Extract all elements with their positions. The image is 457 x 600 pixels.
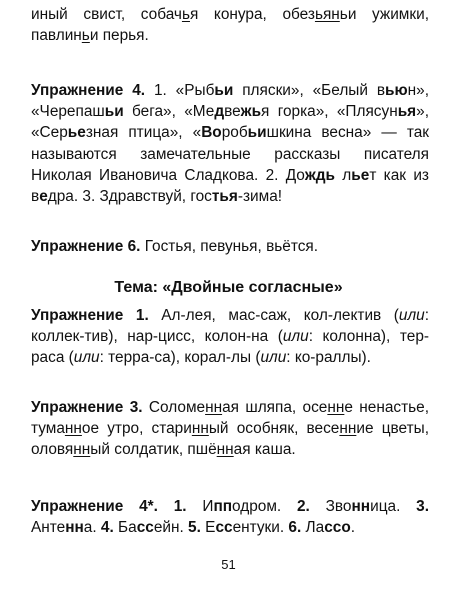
bold-letters: нн xyxy=(65,519,84,537)
exercise-text: -зима! xyxy=(237,188,283,206)
intro-text: иный свист, собач xyxy=(31,6,182,23)
exercise-text: ие цветы, оловя xyxy=(31,420,429,459)
bold-letters: Во xyxy=(201,124,222,142)
exercise-text: 1. «Рыб xyxy=(145,82,215,99)
exercise-label: Упражнение 3. xyxy=(31,399,143,416)
exercise-text: е ненастье, тума xyxy=(31,399,429,438)
bold-letters: нн xyxy=(351,498,371,515)
exercise-text: ое утро, стари xyxy=(81,420,192,438)
bold-letters: ью xyxy=(385,82,408,99)
exercise-text: ентуки. xyxy=(232,519,289,537)
bold-letters: е xyxy=(39,188,48,206)
bold-letters: тья xyxy=(211,188,238,206)
bold-letters: сс xyxy=(215,519,233,537)
exercise-text: », «Сер xyxy=(31,103,429,142)
exercise-text: Соломе xyxy=(142,399,206,416)
bold-letters: ья xyxy=(397,103,417,121)
bold-letters: ждь xyxy=(304,166,336,184)
exercise-label: Упражнение 4. xyxy=(31,82,146,99)
exercise-text: ый солдатик, пшё xyxy=(90,441,217,459)
underlined-letters: нн xyxy=(64,420,82,438)
stressed-letter: о xyxy=(341,519,351,537)
exercise-text: . xyxy=(350,519,356,537)
item-number: 5. xyxy=(188,519,201,537)
exercise-text: Ба xyxy=(113,519,137,537)
exercise-text: я горка», «Плясун xyxy=(261,103,398,121)
exercise-text: зная птица», « xyxy=(85,124,202,142)
exercise-text: ый особняк, весе xyxy=(208,420,340,438)
exercise-text: ве xyxy=(224,103,241,121)
exercise-4 xyxy=(31,80,429,207)
underlined-letters: нн xyxy=(73,441,91,459)
exercise-text: бега», «Ме xyxy=(123,103,215,121)
bold-letters: ьи xyxy=(104,103,124,121)
exercise-text: роб xyxy=(221,124,248,142)
intro-text: и перья. xyxy=(89,27,149,45)
exercise-label: Упражнение 4*. xyxy=(31,498,158,515)
item-number: 1. xyxy=(157,498,187,515)
underlined-letters: нн xyxy=(216,441,234,459)
intro-paragraph xyxy=(31,4,429,46)
exercise-text: : ко-раллы). xyxy=(286,349,371,367)
bold-letters: д xyxy=(214,103,225,121)
page-number: 51 xyxy=(221,557,236,572)
bold-letters: ьи xyxy=(214,82,234,99)
exercise-text: а. xyxy=(83,519,101,537)
exercise-text: дра. 3. Здравствуй, гос xyxy=(47,188,212,206)
bold-letters: жь xyxy=(240,103,262,121)
item-number: 4. xyxy=(100,519,114,537)
bold-letters: сс xyxy=(136,519,154,537)
exercise-text: Гостья, певунья, вьётся. xyxy=(140,238,319,255)
underlined-letter: ьян xyxy=(314,6,340,23)
exercise-text: : колонна), тер-раса ( xyxy=(31,328,429,367)
underlined-letters: нн xyxy=(327,399,345,416)
exercise-text: И xyxy=(186,498,214,515)
exercise-6 xyxy=(31,236,429,257)
underlined-letters: нн xyxy=(205,399,223,416)
exercise-text: : коллек-тив), нар-цисс, колон-на ( xyxy=(31,307,429,346)
exercise-1 xyxy=(31,305,429,369)
underlined-letter: ь xyxy=(81,27,90,45)
exercise-text: шкина весна» — так называются замечательные рассказы писателя Николая Ивановича Сладкова. 2. До xyxy=(31,124,429,184)
exercise-text: Зво xyxy=(309,498,352,515)
bold-letters: ье xyxy=(351,166,370,184)
exercise-text: одром. xyxy=(232,498,297,515)
bold-letters: ье xyxy=(67,124,86,142)
exercise-label: Упражнение 6. xyxy=(31,238,141,255)
underlined-letter: ь xyxy=(181,6,190,23)
exercise-text: пляски», «Белый в xyxy=(233,82,386,99)
item-number: 3. xyxy=(416,498,429,515)
exercise-text: ая каша. xyxy=(233,441,296,459)
intro-text: я конура, обез xyxy=(189,6,315,23)
italic-word: или xyxy=(73,349,100,367)
item-number: 2. xyxy=(297,498,310,515)
intro-text: ьи ужимки, павлин xyxy=(31,6,429,45)
exercise-3 xyxy=(31,397,429,461)
exercise-text: Анте xyxy=(31,519,66,537)
underlined-letters: нн xyxy=(191,420,209,438)
exercise-text: н», «Черепаш xyxy=(31,82,429,121)
exercise-text: Ла xyxy=(301,519,325,537)
italic-word: или xyxy=(260,349,287,367)
bold-letters: ьи xyxy=(247,124,267,142)
exercise-text: Е xyxy=(200,519,216,537)
exercise-label: Упражнение 1. xyxy=(31,307,149,324)
exercise-text: ейн. xyxy=(153,519,189,537)
exercise-text: ая шляпа, осе xyxy=(222,399,328,416)
item-number: 6. xyxy=(288,519,302,537)
exercise-text: л xyxy=(335,166,352,184)
italic-word: или xyxy=(398,307,425,324)
underlined-letters: нн xyxy=(339,420,357,438)
exercise-text: т как из в xyxy=(31,166,429,206)
bold-letters: пп xyxy=(213,498,233,515)
exercise-text: : терра-са), корал-лы ( xyxy=(99,349,261,367)
exercise-text: ица. xyxy=(370,498,417,515)
exercise-text: Ал-лея, мас-саж, кол-лектив ( xyxy=(148,307,399,324)
italic-word: или xyxy=(282,328,309,346)
bold-letters: сс xyxy=(324,519,342,537)
topic-heading: Тема: «Двойные согласные» xyxy=(114,279,343,296)
exercise-4-star xyxy=(31,496,429,538)
